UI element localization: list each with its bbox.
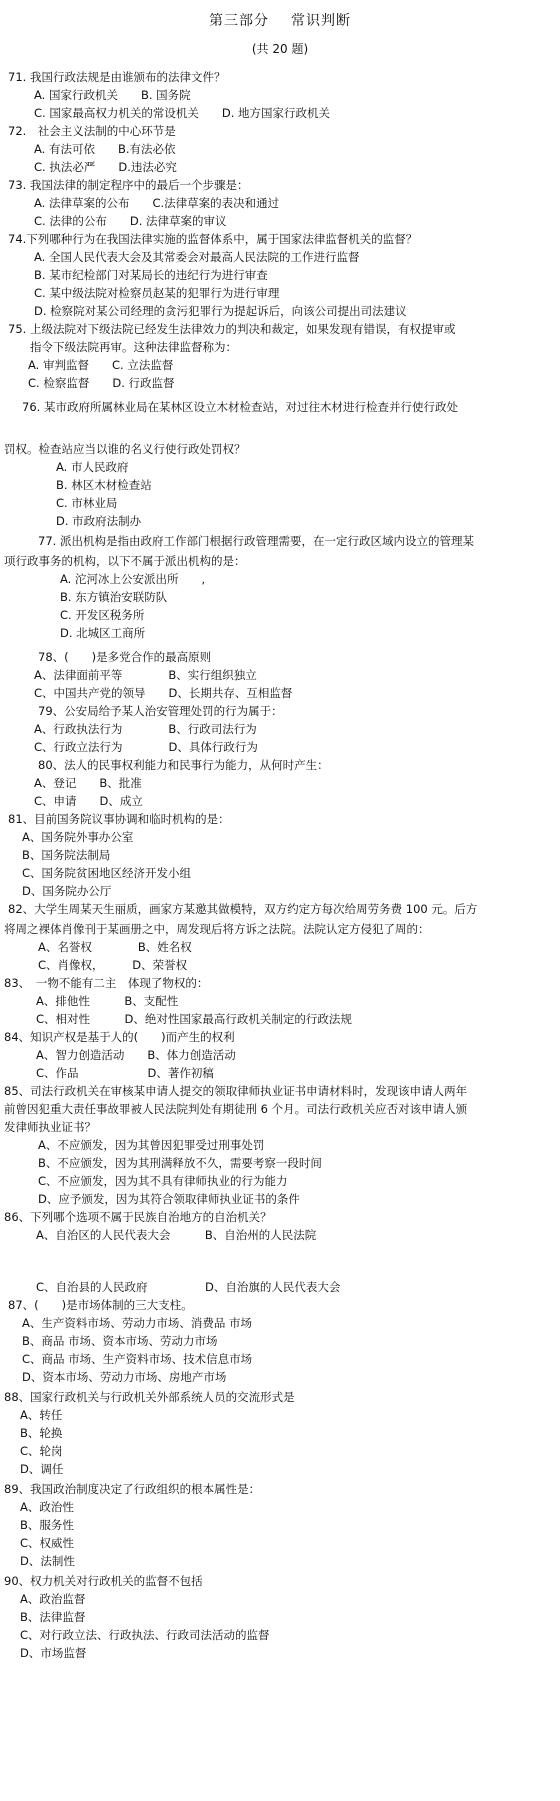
text-line: B、法律监督: [20, 1610, 86, 1624]
text-line: A、法律面前平等 B、实行组织独立: [34, 668, 257, 682]
text-line: 罚权。检查站应当以谁的名义行使行政处罚权？: [4, 442, 246, 456]
text-line: 项行政事务的机构，以下不属于派出机构的是：: [4, 554, 246, 568]
text-line: A. 全国人民代表大会及其常委会对最高人民法院的工作进行监督: [34, 250, 360, 264]
text-line: C、自治县的人民政府 D、自治旗的人民代表大会: [36, 1280, 341, 1294]
text-line: A、名誉权 B、姓名权: [38, 940, 192, 954]
question-count: (共 20 题): [251, 42, 309, 56]
text-line: 75. 上级法院对下级法院已经发生法律效力的判决和裁定，如果发现有错误，有权提审或: [8, 322, 456, 336]
text-line: 74.下列哪种行为在我国法律实施的监督体系中，属于国家法律监督机关的监督？: [8, 232, 418, 246]
text-line: 77. 派出机构是指由政府工作部门根据行政管理需要，在一定行政区域内设立的管理某: [38, 534, 474, 548]
text-line: C、轮岗: [20, 1444, 63, 1458]
text-line: 85、司法行政机关在审核某申请人提交的领取律师执业证书申请材料时，发现该申请人两年: [4, 1084, 468, 1098]
text-line: B、国务院法制局: [22, 848, 111, 862]
text-line: D、资本市场、劳动力市场、房地产市场: [22, 1370, 227, 1384]
text-line: D、调任: [20, 1462, 64, 1476]
text-line: 83、 一物不能有二主 体现了物权的：: [4, 976, 209, 990]
text-line: B. 某市纪检部门对某局长的违纪行为进行审查: [34, 268, 268, 282]
text-line: A、国务院外事办公室: [22, 830, 134, 844]
text-line: C. 法律的公布 D. 法律草案的审议: [34, 214, 227, 228]
text-line: C、中国共产党的领导 D、长期共存、互相监督: [34, 686, 293, 700]
text-line: C. 国家最高权力机关的常设机关 D. 地方国家行政机关: [34, 106, 331, 120]
text-line: B、不应颁发，因为其刑满释放不久，需要考察一段时间: [38, 1156, 322, 1170]
text-line: C、相对性 D、绝对性国家最高行政机关制定的行政法规: [36, 1012, 352, 1026]
text-line: A、生产资料市场、劳动力市场、消费品 市场: [22, 1316, 253, 1330]
text-line: 将周之裸体肖像刊于某画册之中，周发现后将方诉之法院。法院认定方侵犯了周的：: [4, 922, 430, 936]
text-line: 76. 某市政府所属林业局在某林区设立木材检查站，对过往木材进行检查并行使行政处: [22, 400, 458, 414]
text-line: D、法制性: [20, 1554, 75, 1568]
text-line: A、排他性 B、支配性: [36, 994, 179, 1008]
text-line: C、权威性: [20, 1536, 75, 1550]
text-line: 前曾因犯重大责任事故罪被人民法院判处有期徒刑 6 个月。司法行政机关应否对该申请人颁: [4, 1102, 468, 1116]
section-title: [0, 10, 560, 30]
text-line: C. 市林业局: [56, 496, 118, 510]
text-line: D. 市政府法制办: [56, 514, 142, 528]
text-line: D. 检察院对某公司经理的贪污犯罪行为提起诉后，向该公司提出司法建议: [34, 304, 407, 318]
text-line: B、商品 市场、资本市场、劳动力市场: [22, 1334, 218, 1348]
text-line: 79、公安局给予某人治安管理处罚的行为属于：: [38, 704, 283, 718]
text-line: 71. 我国行政法规是由谁颁布的法律文件？: [8, 70, 226, 84]
text-line: A. 法律草案的公布 C.法律草案的表决和通过: [34, 196, 280, 210]
text-line: A、行政执法行为 B、行政司法行为: [34, 722, 257, 736]
text-line: B、服务性: [20, 1518, 74, 1532]
text-line: D. 北城区工商所: [60, 626, 146, 640]
text-line: C、肖像权， D、荣誉权: [38, 958, 188, 972]
text-line: 发律师执业证书？: [4, 1120, 96, 1134]
text-line: A. 审判监督 C. 立法监督: [28, 358, 174, 372]
text-line: A. 国家行政机关 B. 国务院: [34, 88, 191, 102]
text-line: C、国务院贫困地区经济开发小组: [22, 866, 192, 880]
text-line: B. 林区木材检查站: [56, 478, 152, 492]
text-line: A. 沱河冰上公安派出所 ,: [60, 572, 206, 586]
part-label: 第三部分: [209, 13, 269, 29]
text-line: 87、( )是市场体制的三大支柱。: [8, 1298, 193, 1312]
text-line: C、商品 市场、生产资料市场、技术信息市场: [22, 1352, 253, 1366]
text-line: A、登记 B、批准: [34, 776, 142, 790]
text-line: 90、权力机关对行政机关的监督不包括: [4, 1574, 203, 1588]
text-line: C. 执法必严 D.违法必究: [34, 160, 177, 174]
text-line: A、自治区的人民代表大会 B、自治州的人民法院: [36, 1228, 317, 1242]
text-line: C. 开发区税务所: [60, 608, 145, 622]
text-line: C、对行政立法、行政执法、行政司法活动的监督: [20, 1628, 270, 1642]
text-line: A、政治性: [20, 1500, 74, 1514]
text-line: C、作品 D、著作初稿: [36, 1066, 214, 1080]
text-line: C. 某中级法院对检察员赵某的犯罪行为进行审理: [34, 286, 280, 300]
text-line: 80、法人的民事权利能力和民事行为能力，从何时产生：: [38, 758, 329, 772]
text-line: 84、知识产权是基于人的( )而产生的权利: [4, 1030, 235, 1044]
section-name: 常识判断: [291, 13, 351, 29]
text-line: A. 市人民政府: [56, 460, 129, 474]
text-line: D、应予颁发，因为其符合领取律师执业证书的条件: [38, 1192, 300, 1206]
text-line: C. 检察监督 D. 行政监督: [28, 376, 175, 390]
text-line: A、转任: [20, 1408, 63, 1422]
text-line: A. 有法可依 B.有法必依: [34, 142, 176, 156]
text-line: 88、国家行政机关与行政机关外部系统人员的交流形式是: [4, 1390, 295, 1404]
text-line: 86、下列哪个选项不属于民族自治地方的自治机关？: [4, 1210, 272, 1224]
text-line: 81、目前国务院议事协调和临时机构的是：: [8, 812, 230, 826]
text-line: B. 东方镇治安联防队: [60, 590, 168, 604]
text-line: 73. 我国法律的制定程序中的最后一个步骤是：: [8, 178, 249, 192]
text-line: C、行政立法行为 D、具体行政行为: [34, 740, 258, 754]
text-line: C、不应颁发，因为其不具有律师执业的行为能力: [38, 1174, 288, 1188]
text-line: 82、大学生周某天生丽质，画家方某邀其做模特，双方约定方每次给周劳务费 100 元。后方: [8, 902, 478, 916]
text-line: A、不应颁发，因为其曾因犯罪受过刑事处罚: [38, 1138, 265, 1152]
text-line: C、申请 D、成立: [34, 794, 143, 808]
text-line: 指令下级法院再审。这种法律监督称为：: [30, 340, 237, 354]
text-line: A、智力创造活动 B、体力创造活动: [36, 1048, 236, 1062]
text-line: A、政治监督: [20, 1592, 86, 1606]
text-line: D、国务院办公厅: [22, 884, 112, 898]
text-line: 78、( )是多党合作的最高原则: [38, 650, 212, 664]
text-line: 72. 社会主义法制的中心环节是: [8, 124, 176, 138]
text-line: D、市场监督: [20, 1646, 87, 1660]
text-line: 89、我国政治制度决定了行政组织的根本属性是：: [4, 1482, 261, 1496]
text-line: B、轮换: [20, 1426, 63, 1440]
